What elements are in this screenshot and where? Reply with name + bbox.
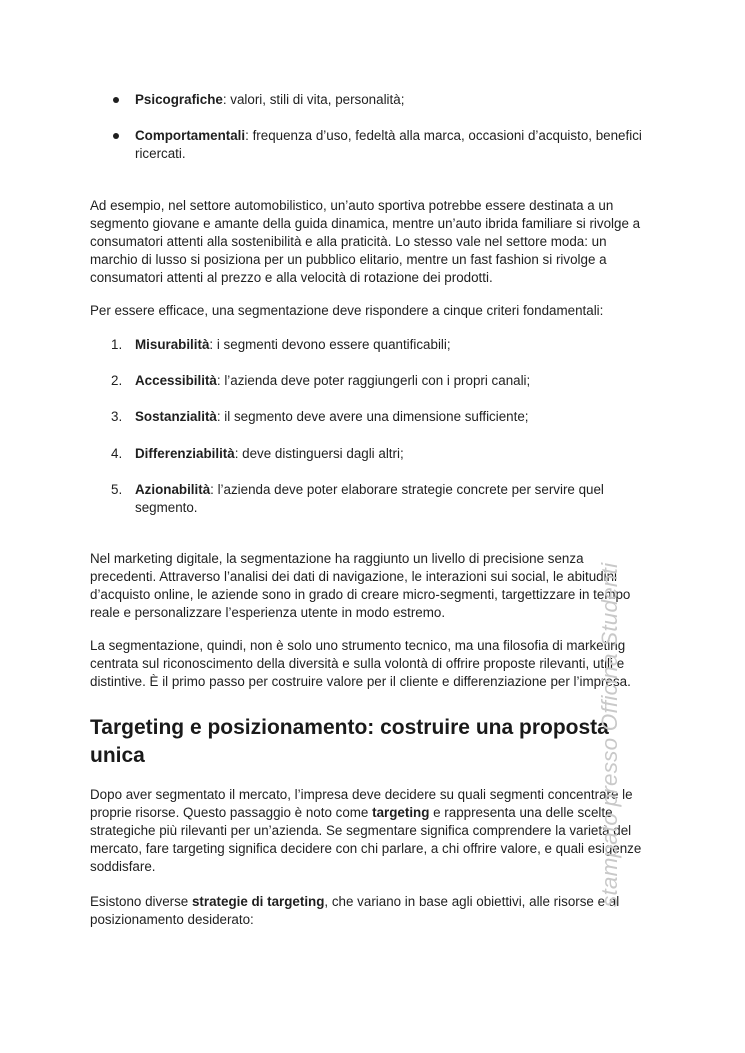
list-item [135, 445, 645, 463]
bullet-dot [113, 97, 119, 103]
bullet-text: : frequenza d’uso, fedeltà alla marca, occasioni d’acquisto, benefici ricercati. [135, 128, 642, 161]
list-number: 3. [111, 409, 123, 424]
bullet-term: Comportamentali [135, 128, 246, 143]
section-heading: Targeting e posizionamento: costruire una proposta unica [90, 716, 609, 767]
criterion-term: Differenziabilità [135, 446, 235, 461]
list-number: 2. [111, 373, 123, 388]
criterion-term: Azionabilità [135, 482, 211, 497]
bold-term: strategie di targeting [191, 894, 325, 909]
criterion-text: : l’azienda deve poter raggiungerli con i propri canali; [216, 373, 531, 388]
criterion-text: : deve distinguersi dagli altri; [234, 446, 404, 461]
list-number: 5. [111, 482, 123, 497]
paragraph: La segmentazione, quindi, non è solo uno strumento tecnico, ma una filosofia di marketing centrata sul riconoscimento della diversità e sulla volontà di offrire proposte rilevanti, utili e distintive. È il primo passo per costruire valore per il cliente e differenziazione per l’impresa. [90, 638, 631, 689]
criterion-term: Sostanzialità [135, 409, 217, 424]
bullet-dot [113, 133, 119, 139]
paragraph: Per essere efficace, una segmentazione deve rispondere a cinque criteri fondamentali: [90, 303, 604, 318]
paragraph [90, 786, 650, 876]
criterion-text: : l’azienda deve poter elaborare strategie concrete per servire quel segmento. [135, 482, 604, 515]
bullet-text: : valori, stili di vita, personalità; [222, 92, 405, 107]
list-item [135, 372, 645, 390]
paragraph-text: Esistono diverse [90, 894, 192, 909]
list-number: 1. [111, 337, 123, 352]
paragraph-text: Dopo aver segmentato il mercato, l’impresa deve decidere su quali segmenti concentrare le proprie risorse. Questo passaggio è noto come [90, 787, 633, 820]
criterion-term: Accessibilità [135, 373, 217, 388]
list-item [135, 481, 645, 517]
paragraph-text: e rappresenta una delle scelte strategiche più rilevanti per un’azienda. Se segmentare significa comprendere la varietà del mercato, fare targeting significa decidere con chi parlare, a chi offrire valore, e quali esigenze soddisfare. [90, 805, 642, 874]
bullet-term: Psicografiche [135, 92, 223, 107]
criterion-text: : i segmenti devono essere quantificabili; [209, 337, 451, 352]
watermark: stampato presso Officina Studenti [597, 562, 622, 907]
paragraph [90, 893, 650, 929]
bold-term: targeting [372, 805, 430, 820]
list-item [135, 91, 645, 109]
paragraph-text: , che variano in base agli obiettivi, alle risorse e al posizionamento desiderato: [90, 894, 620, 927]
list-item [135, 336, 645, 354]
paragraph: Nel marketing digitale, la segmentazione ha raggiunto un livello di precisione senza precedenti. Attraverso l’analisi dei dati di navigazione, le interazioni sui social, le abitudini d’acquisto online, le aziende sono in grado di creare micro-segmenti, targettizzare in tempo reale e personalizzare l’esperienza utente in modo estremo. [90, 551, 631, 620]
list-item [135, 127, 645, 163]
criterion-text: : il segmento deve avere una dimensione sufficiente; [216, 409, 529, 424]
list-number: 4. [111, 446, 123, 461]
criterion-term: Misurabilità [135, 337, 210, 352]
paragraph: Ad esempio, nel settore automobilistico, un’auto sportiva potrebbe essere destinata a un segmento giovane e amante della guida dinamica, mentre un’auto ibrida familiare si rivolge a consumatori attenti alla sostenibilità e alla praticità. Lo stesso vale nel settore moda: un marchio di lusso si posiziona per un pubblico elitario, mentre un fast fashion si rivolge a consumatori attenti al prezzo e alla velocità di rotazione dei prodotti. [90, 198, 641, 285]
list-item [135, 408, 645, 426]
